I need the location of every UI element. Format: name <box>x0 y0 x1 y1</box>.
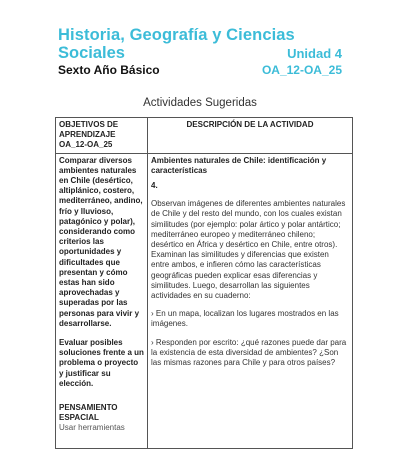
objectives-column-header: OBJETIVOS DE APRENDIZAJE OA_12-OA_25 <box>56 118 148 154</box>
objectives-content <box>59 156 144 446</box>
unit-label: Unidad 4 <box>287 46 342 61</box>
table-header-row <box>56 118 353 154</box>
activity-number: 4. <box>151 181 158 191</box>
activity-title: Ambientes naturales de Chile: identificación y características <box>151 155 327 175</box>
section-title: Actividades Sugeridas <box>143 97 257 109</box>
skill-text: Usar herramientas <box>59 423 125 433</box>
activity-bullet-2: › Responden por escrito: ¿qué razones puede dar para la existencia de esta diversidad de ambientes? ¿Son las mismas razones para Chile y para otros países? <box>151 337 347 368</box>
document-title-line2: Sociales <box>58 44 125 62</box>
oa-range-label: OA_12-OA_25 <box>261 63 342 77</box>
objective-text: Comparar diversos ambientes naturales en Chile (desértico, altiplánico, costero, mediterráneo, andino, frío y lluvioso, patagónico y polar), considerando como criterios las oportunidades y dificultades que presentan y cómo estas han sido aprovechadas y superadas por las personas para vivir y desarrollarse. <box>59 155 143 328</box>
activity-paragraph: Observan imágenes de diferentes ambientes naturales de Chile y del resto del mundo, con los cuales existan similitudes (por ejemplo: polar ártico y polar antártico; mediterráneo europeo y mediterráneo chileno; desértico en África y desértico en Chile, entre otros). Examinan las similitudes y diferencias que existen entre ambos, e infieren cómo las características geográficas pueden explicar esas diferencias y similitudes. Luego, desarrollan las siguientes actividades en su cuaderno: <box>151 199 346 301</box>
objectives-cell <box>56 153 148 448</box>
activities-table <box>55 117 353 449</box>
grade-label: Sexto Año Básico <box>58 63 160 77</box>
description-cell <box>148 153 353 448</box>
description-column-header: DESCRIPCIÓN DE LA ACTIVIDAD <box>148 118 353 154</box>
table-row <box>56 153 353 448</box>
objective-text-2: Evaluar posibles soluciones frente a un problema o proyecto y justificar su elección. <box>59 338 144 388</box>
skill-heading: PENSAMIENTO ESPACIAL <box>59 403 118 423</box>
activity-bullet-1: › En un mapa, localizan los lugares mostrados en las imágenes. <box>151 309 339 329</box>
description-content <box>151 156 349 446</box>
document-title-line1: Historia, Geografía y Ciencias <box>58 26 295 44</box>
